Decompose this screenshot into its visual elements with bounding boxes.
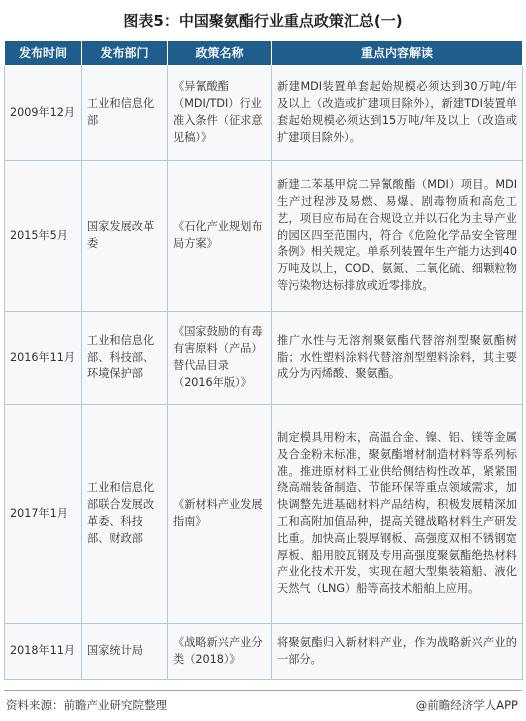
row-department: 国家统计局 — [82, 624, 168, 680]
row-content: 将聚氨酯归入新材料产业，作为战略新兴产业的一部分。 — [272, 624, 523, 680]
row-department: 工业和信息化部联合发展改革委、科技部、财政部 — [82, 405, 168, 624]
table-header-row — [5, 41, 523, 66]
row-date: 2009年12月 — [5, 66, 82, 161]
table-row — [5, 66, 523, 161]
source-note: 资料来源：前瞻产业研究院整理 — [6, 698, 167, 712]
table-row — [5, 312, 523, 405]
row-date: 2018年11月 — [5, 624, 82, 680]
row-date: 2015年5月 — [5, 161, 82, 312]
header-department: 发布部门 — [82, 41, 168, 66]
table-row — [5, 624, 523, 680]
policy-table — [4, 40, 523, 680]
row-date: 2016年11月 — [5, 312, 82, 405]
row-content: 新建MDI装置单套起始规模必须达到30万吨/年及以上（改造或扩建项目除外），新建TDI装置单套起始规模必须达到15万吨/年及以上（改造或扩建项目除外）。 — [272, 66, 523, 161]
header-key-content: 重点内容解读 — [272, 41, 523, 66]
row-policy-name: 《异氰酸酯（MDI/TDI）行业准入条件（征求意见稿）》 — [168, 66, 272, 161]
row-content: 新建二苯基甲烷二异氰酸酯（MDI）项目。MDI生产过程涉及易燃、易爆、剧毒物质和高危工艺，项目应布局在合规设立并以石化为主导产业的园区四至范围内，符合《危险化学品安全管理条例》相关规定。单系列装置年生产能力达到40万吨及以上，COD、氨氮、二氧化硫、细颗粒物等污染物达标排放或近零排放。 — [272, 161, 523, 312]
row-date: 2017年1月 — [5, 405, 82, 624]
row-policy-name: 《新材料产业发展指南》 — [168, 405, 272, 624]
row-department: 工业和信息化部、科技部、环境保护部 — [82, 312, 168, 405]
row-department: 国家发展改革委 — [82, 161, 168, 312]
row-policy-name: 《石化产业规划布局方案》 — [168, 161, 272, 312]
header-date: 发布时间 — [5, 41, 82, 66]
table-row — [5, 161, 523, 312]
row-policy-name: 《国家鼓励的有毒有害原料（产品）替代品目录（2016年版）》 — [168, 312, 272, 405]
figure-title: 图表5：中国聚氨酯行业重点政策汇总(一) — [123, 12, 403, 30]
brand-credit: @前瞻经济学人APP — [415, 698, 518, 712]
table-row — [5, 405, 523, 624]
row-content: 制定模具用粉末，高温合金、镍、铝、镁等金属及合金粉末标准，聚氨酯增材制造材料等系列标准。推进原材料工业供给侧结构性改革，紧紧围绕高端装备制造、节能环保等重点领域需求，加快调整先进基础材料产品结构，积极发展精深加工和高附加值品种，提高关键战略材料生产研发比重。加快高止裂厚钢板、高强度双相不锈钢宽厚板、船用胶瓦钢及专用高强度聚氨酯绝热材料产业化技术开发，实现在超大型集装箱船、液化天然气（LNG）船等高技术船舶上应用。 — [272, 405, 523, 624]
footer-divider — [4, 690, 522, 691]
row-department: 工业和信息化部 — [82, 66, 168, 161]
row-policy-name: 《战略新兴产业分类（2018）》 — [168, 624, 272, 680]
header-policy-name: 政策名称 — [168, 41, 272, 66]
row-content: 推广水性与无溶剂聚氨酯代替溶剂型聚氨酯树脂；水性塑料涂料代替溶剂型塑料涂料，其主要成分为丙烯酸、聚氨酯。 — [272, 312, 523, 405]
